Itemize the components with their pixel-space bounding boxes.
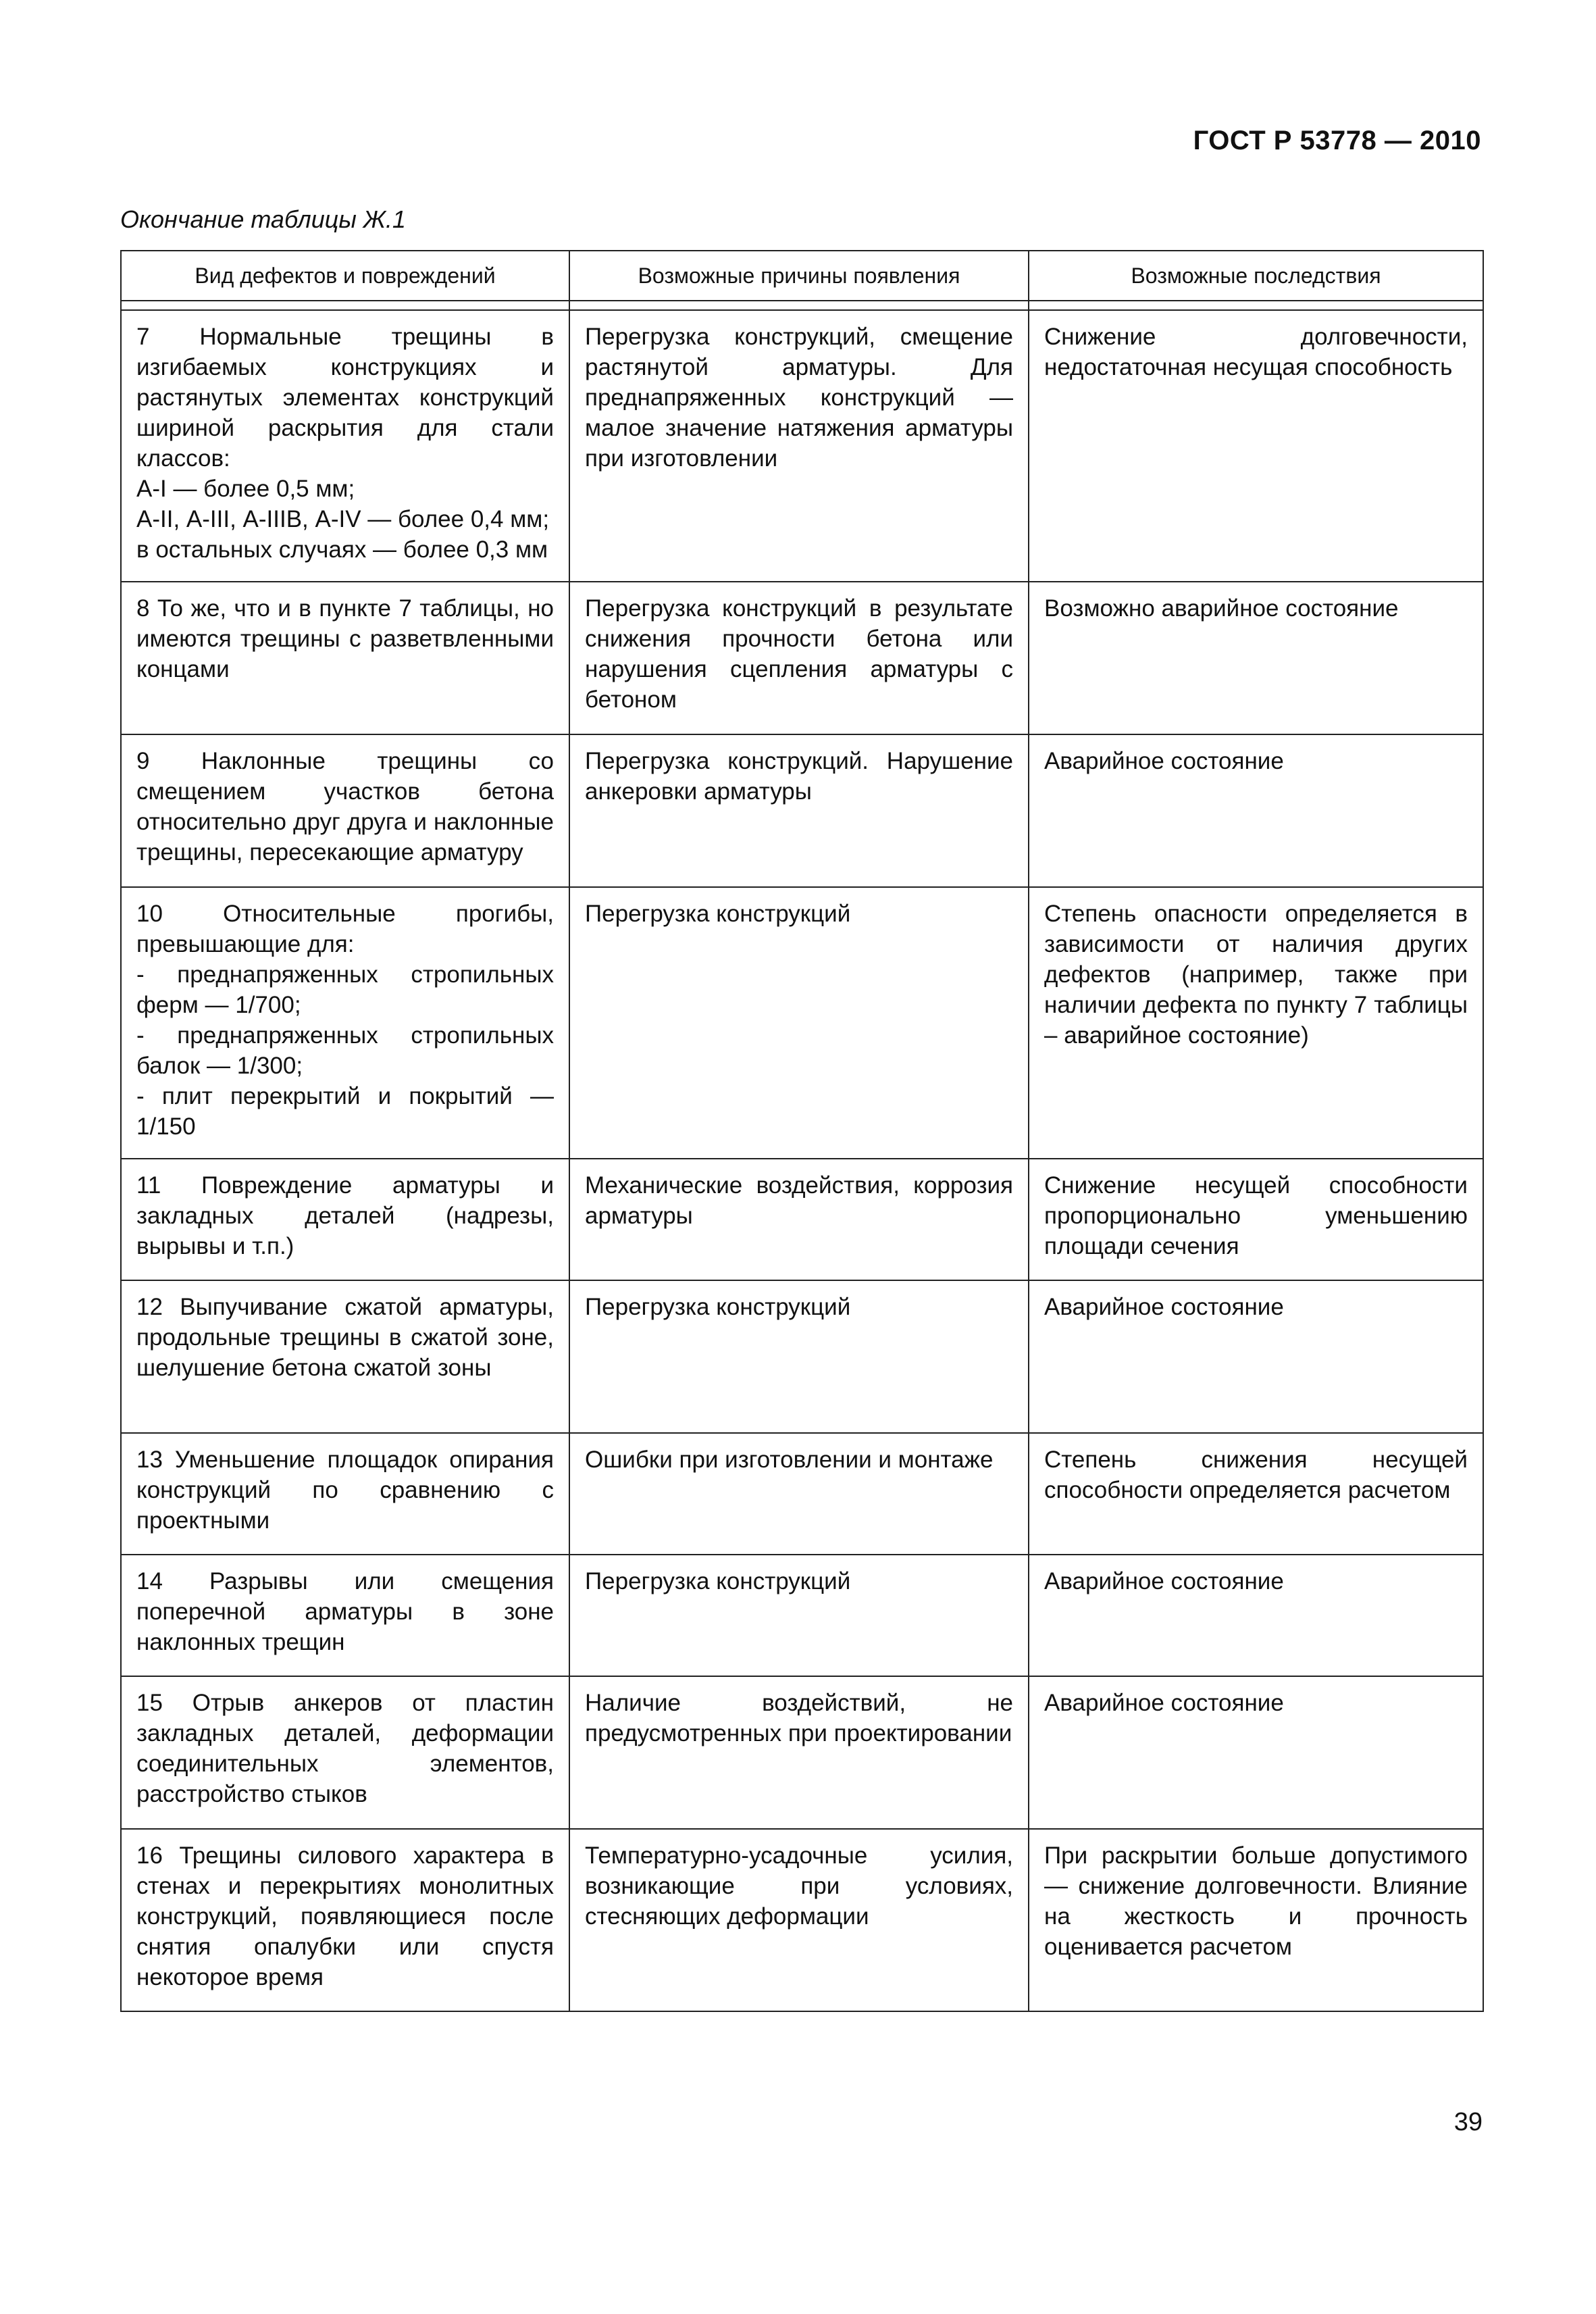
defects-table (120, 250, 1484, 2012)
consequence-cell: Снижение несущей способности пропорционально уменьшению площади сечения (1029, 1159, 1483, 1280)
cause-cell: Перегрузка конструкций (569, 887, 1029, 1159)
table-row (121, 1676, 1483, 1829)
document-code: ГОСТ Р 53778 — 2010 (1193, 126, 1481, 155)
defect-cell: 12 Выпучивание сжатой арматуры, продольные трещины в сжатой зоне, шелушение бетона сжатой зоны (121, 1280, 569, 1433)
consequence-cell: Снижение долговечности, недостаточная несущая способность (1029, 310, 1483, 582)
defect-cell: 15 Отрыв анкеров от пластин закладных деталей, деформации соединительных элементов, расстройство стыков (121, 1676, 569, 1829)
cause-cell: Перегрузка конструкций, смещение растянутой арматуры. Для преднапряженных конструкций — малое значение натяжения арматуры при изготовлении (569, 310, 1029, 582)
defect-cell: 13 Уменьшение площадок опирания конструкций по сравнению с проектными (121, 1433, 569, 1555)
consequence-cell: Аварийное состояние (1029, 1555, 1483, 1676)
cause-cell: Наличие воздействий, не предусмотренных при проектировании (569, 1676, 1029, 1829)
table-row (121, 582, 1483, 734)
cause-cell: Температурно-усадочные усилия, возникающие при условиях, стесняющих деформации (569, 1829, 1029, 2011)
page-number: 39 (1453, 2108, 1483, 2136)
defect-cell: 10 Относительные прогибы, превышающие для: - преднапряженных стропильных ферм — 1/700; - преднапряженных стропильных балок — 1/300; - плит перекрытий и покрытий — 1/150 (121, 887, 569, 1159)
cause-cell: Перегрузка конструкций (569, 1280, 1029, 1433)
consequence-cell: Степень опасности определяется в зависимости от наличия других дефектов (например, также при наличии дефекта по пункту 7 таблицы – аварийное состояние) (1029, 887, 1483, 1159)
table-header-row (121, 251, 1483, 301)
consequence-cell: Степень снижения несущей способности определяется расчетом (1029, 1433, 1483, 1555)
defect-cell: 7 Нормальные трещины в изгибаемых конструкциях и растянутых элементах конструкций шириной раскрытия для стали классов: А-I — более 0,5 мм; А-II, А-III, А-IIIВ, А-IV — более 0,4 мм; в остальных случаях — более 0,3 мм (121, 310, 569, 582)
table-row (121, 310, 1483, 582)
defect-cell: 8 То же, что и в пункте 7 таблицы, но имеются трещины с разветвленными концами (121, 582, 569, 734)
consequence-cell: Аварийное состояние (1029, 1280, 1483, 1433)
consequence-cell: Возможно аварийное состояние (1029, 582, 1483, 734)
cause-cell: Перегрузка конструкций. Нарушение анкеровки арматуры (569, 734, 1029, 887)
defect-cell: 9 Наклонные трещины со смещением участков бетона относительно друг друга и наклонные трещины, пересекающие арматуру (121, 734, 569, 887)
table-row (121, 1555, 1483, 1676)
defect-cell: 14 Разрывы или смещения поперечной арматуры в зоне наклонных трещин (121, 1555, 569, 1676)
cause-cell: Ошибки при изготовлении и монтаже (569, 1433, 1029, 1555)
defect-cell: 16 Трещины силового характера в стенах и перекрытиях монолитных конструкций, появляющиеся после снятия опалубки или спустя некоторое время (121, 1829, 569, 2011)
table-row (121, 1433, 1483, 1555)
column-header-cause: Возможные причины появления (569, 251, 1029, 301)
table-row (121, 887, 1483, 1159)
cause-cell: Механические воздействия, коррозия арматуры (569, 1159, 1029, 1280)
consequence-cell: При раскрытии больше допустимого — снижение долговечности. Влияние на жесткость и прочность оценивается расчетом (1029, 1829, 1483, 2011)
consequence-cell: Аварийное состояние (1029, 1676, 1483, 1829)
table-row (121, 734, 1483, 887)
column-header-defect: Вид дефектов и повреждений (121, 251, 569, 301)
table-caption: Окончание таблицы Ж.1 (120, 205, 406, 233)
table-row (121, 1159, 1483, 1280)
table-row (121, 1280, 1483, 1433)
table-row (121, 1829, 1483, 2011)
consequence-cell: Аварийное состояние (1029, 734, 1483, 887)
cause-cell: Перегрузка конструкций в результате снижения прочности бетона или нарушения сцепления арматуры с бетоном (569, 582, 1029, 734)
header-spacer-row (121, 301, 1483, 310)
column-header-consequence: Возможные последствия (1029, 251, 1483, 301)
cause-cell: Перегрузка конструкций (569, 1555, 1029, 1676)
defect-cell: 11 Повреждение арматуры и закладных деталей (надрезы, вырывы и т.п.) (121, 1159, 569, 1280)
